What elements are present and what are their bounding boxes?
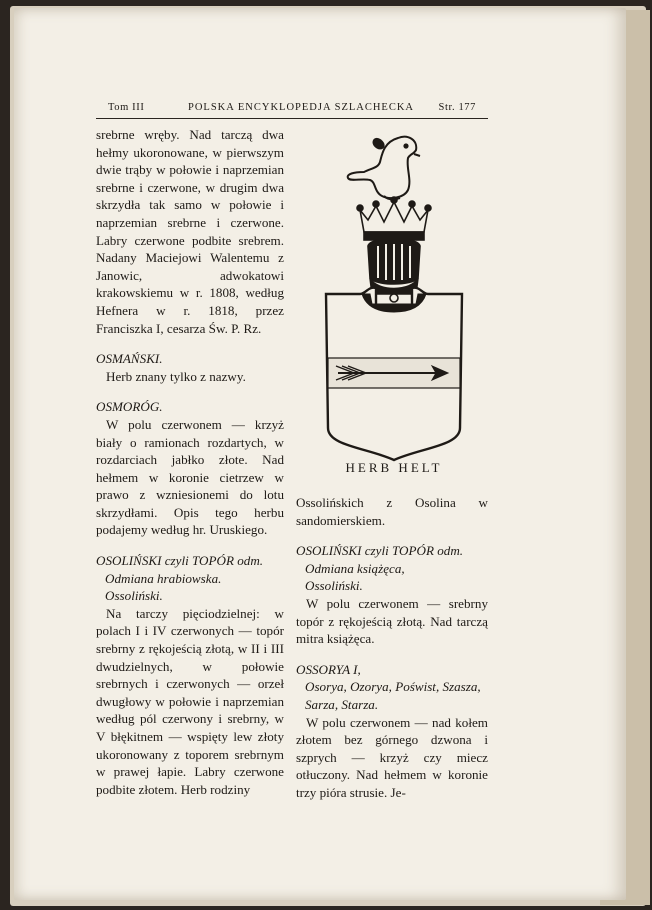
crown bbox=[357, 197, 431, 240]
paragraph: srebrne wręby. Nad tarczą dwa hełmy ukoronowane, w pierwszym dwie trąby w połowie i naprzemian srebrne i czerwone, w drugim dwa skrzydła tak samo w połowie i naprzemian srebrne i czerwone. Labry czerwone podbite srebrem. Nadany Maciejowi Walentemu z Janowic, adwokatowi krakowskiemu w r. 1808, według Hefnera w r. 1818, przez Franciszka I, cesarza Św. P. Rz. bbox=[96, 127, 284, 336]
entry-heading: OSMAŃSKI. bbox=[96, 351, 163, 367]
coat-of-arms-figure bbox=[320, 128, 468, 464]
paragraph: Ossolińskich z Osolina w sandomierskiem. bbox=[296, 495, 488, 528]
beaver-crest bbox=[348, 137, 420, 200]
left-column bbox=[96, 126, 284, 798]
shield bbox=[326, 288, 462, 460]
header-rule bbox=[96, 118, 488, 119]
book-title: POLSKA ENCYKLOPEDJA SZLACHECKA bbox=[188, 102, 415, 113]
volume-label: Tom III bbox=[108, 102, 145, 113]
paragraph: Na tarczy pięciodzielnej: w polach I i IV czerwonych — topór srebrny z rękojeścią złotą, w II i III dwudzielnych, w połowie srebrnych i czerwonych — orzeł dwugłowy w połowie i naprzemian według pól czerwony i srebrny, w V błękitnem — wspięty lew złoty ukoronowany z toporem srebrnym w prawej łapie. Labry czerwone podbite złotem. Herb rodziny bbox=[96, 605, 284, 797]
paragraph: W polu czerwonem — krzyż biały o ramionach rozdartych, w rozdarciach jabłko złote. Nad hełmem w koronie cietrzew w prawo z wzniesionemi do lotu skrzydłami. Opis tego herbu podajemy według hr. Uruskiego. bbox=[96, 416, 284, 538]
paragraph: W polu czerwonem — nad kołem złotem bez górnego dzwona i szprych — krzyż czy miecz otłuczony. Nad hełmem w koronie trzy pióra strusie. Je- bbox=[296, 714, 488, 800]
entry-subheading: Ossoliński. bbox=[105, 588, 163, 604]
entry-heading: OSOLIŃSKI czyli TOPÓR odm. bbox=[96, 553, 264, 569]
entry-heading: OSMORÓG. bbox=[96, 399, 163, 415]
running-header bbox=[96, 100, 488, 120]
entry-subheading: Odmiana hrabiowska. bbox=[105, 570, 222, 586]
entry-subheading: Odmiana książęca, bbox=[305, 560, 405, 576]
figure-caption: HERB HELT bbox=[345, 460, 443, 475]
page-number: Str. 177 bbox=[438, 102, 476, 113]
right-column bbox=[296, 494, 488, 802]
paragraph: W polu czerwonem — srebrny topór z rękojeścią złotą. Nad tarczą mitra książęca. bbox=[296, 595, 488, 647]
entry-heading: OSOLIŃSKI czyli TOPÓR odm. bbox=[296, 543, 464, 559]
entry-subheading: Ossoliński. bbox=[305, 578, 363, 594]
paragraph: Herb znany tylko z nazwy. bbox=[106, 368, 246, 384]
entry-subheading: Osorya, Ozorya, Poświst, Szasza, Sarza, Starza. bbox=[305, 679, 481, 712]
entry-heading: OSSORYA I, bbox=[296, 661, 361, 677]
